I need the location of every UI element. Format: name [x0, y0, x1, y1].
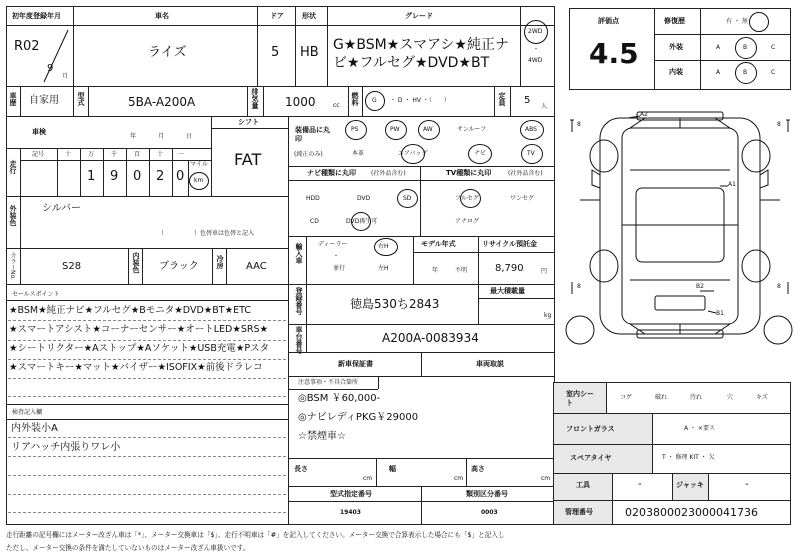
tv-analog: アナログ	[455, 218, 480, 225]
equip-abs: ABS	[525, 126, 537, 133]
fuel-others: ・ D ・ HV ・（ ）	[390, 97, 450, 104]
divider	[553, 500, 791, 501]
import-dealer: ディーラー	[318, 241, 348, 248]
divider	[263, 86, 264, 116]
interior-label: 内装	[669, 68, 683, 76]
interior-a: A	[716, 69, 721, 76]
navi-dvd: DVD	[357, 195, 371, 202]
divider	[378, 376, 379, 389]
divider	[421, 352, 422, 376]
damage-b1: B1	[716, 310, 724, 317]
color-value: シルバー	[42, 203, 82, 214]
recycle-unit: 円	[541, 268, 548, 275]
seat-dirt: 汚れ	[690, 394, 703, 401]
manual-label: 車両取説	[476, 360, 504, 368]
equip-airbag: エアバッグ	[398, 150, 428, 157]
import-right-h: 右H	[378, 243, 389, 250]
ac-value: AAC	[246, 261, 267, 272]
divider	[88, 86, 89, 116]
divider	[421, 486, 422, 525]
equip-leather: 本革	[352, 150, 365, 157]
rule	[8, 456, 286, 457]
plate-label: 登録番号	[295, 287, 303, 315]
divider	[654, 60, 791, 61]
shift-value: FAT	[234, 150, 262, 169]
reg-month: 9	[47, 63, 54, 74]
mileage-kigo: 記号	[32, 151, 45, 158]
recycle-value: 8,790	[495, 263, 524, 274]
ac-label: 冷房	[216, 255, 224, 269]
digit-1: 1	[87, 169, 96, 184]
km-unit: km	[194, 177, 204, 184]
divider	[20, 160, 211, 161]
ruler-front-left: 8	[577, 121, 581, 128]
inspection-month: 月	[158, 133, 165, 140]
color-note: （ ）色替車は色替と記入	[158, 230, 255, 237]
divider	[73, 86, 74, 116]
equip-tv: TV	[527, 150, 535, 157]
digit-head-1: 十	[65, 151, 72, 158]
inspector-line-2: リアハッチ内張りワレ小	[11, 442, 121, 453]
divider	[6, 419, 288, 420]
tools-value: -	[638, 479, 642, 490]
note-line-3: ☆禁煙車☆	[298, 431, 346, 442]
model-label: 型式	[77, 92, 85, 106]
footer-line-2: ただし、メーター交換の条件を満たしていないものはメーター改ざん車扱いです。	[6, 544, 250, 552]
model-year-label: モデル年式	[421, 240, 456, 248]
rule	[8, 378, 286, 379]
capacity-label: 定員	[498, 92, 506, 106]
divider	[478, 298, 555, 299]
divider	[306, 284, 307, 324]
selling-line-1: ★BSM★純正ナビ★フルセグ★Bモニタ★DVD★BT★ETC	[9, 305, 251, 316]
ruler-rear-right: 8	[777, 283, 781, 290]
inspector-line-1: 内外装小A	[11, 423, 58, 434]
tv-type-sub: (社外品含む)	[508, 170, 543, 177]
navi-type-label: ナビ種類に丸印	[307, 169, 356, 177]
reg-era: R02	[14, 39, 40, 54]
divider	[247, 86, 248, 116]
divider	[288, 389, 378, 390]
digit-head-3: 千	[111, 151, 118, 158]
grade-line1: G★BSM★スマアシ★純正ナ	[333, 37, 509, 53]
spare-tire-values: T ・ 修理 KIT ・ 欠	[662, 454, 715, 461]
digit-head-4: 百	[134, 151, 141, 158]
divider	[288, 236, 555, 237]
divider	[6, 248, 288, 249]
divider	[288, 284, 555, 285]
divider	[654, 8, 655, 90]
divider	[700, 8, 701, 90]
usage-label: 車歴	[9, 92, 17, 106]
divider	[6, 300, 288, 301]
damage-a1: A1	[728, 181, 736, 188]
inspector-label: 検査記入欄	[12, 409, 43, 416]
inspection-year: 年	[130, 133, 137, 140]
divider	[288, 451, 289, 525]
car-name-label: 車名	[155, 12, 169, 20]
recycle-label: リサイクル預託金	[482, 240, 538, 248]
capacity-unit: 人	[541, 103, 548, 110]
class-number-label: 類別区分番号	[466, 490, 508, 498]
windshield-values: A ・ ×要ス	[684, 425, 715, 432]
divider	[6, 196, 288, 197]
divider	[288, 166, 555, 167]
repair-history-value: 有 ・ 無	[726, 18, 748, 25]
exterior-label: 外装	[669, 43, 683, 51]
divider	[466, 458, 467, 486]
mgmt-number-label: 管理番号	[565, 508, 593, 516]
width-label: 幅	[389, 465, 396, 473]
divider	[654, 34, 791, 35]
divider	[103, 148, 104, 196]
navi-cd: CD	[310, 218, 319, 225]
shape-label: 形状	[302, 12, 316, 20]
mileage-label: 走行	[9, 160, 17, 174]
divider	[708, 473, 709, 500]
damage-b2: B2	[696, 283, 704, 290]
tools-label: 工具	[576, 481, 590, 489]
divider	[420, 166, 421, 236]
equip-sublabel: (純正のみ)	[294, 151, 323, 158]
divider	[172, 148, 173, 196]
divider	[288, 376, 555, 377]
type-number-value: 19403	[340, 509, 361, 516]
interior-b-circle	[735, 62, 757, 84]
height-unit: cm	[541, 475, 551, 482]
divider	[510, 86, 511, 116]
windshield-label: フロントガラス	[566, 425, 615, 433]
divider	[142, 248, 143, 284]
divider	[128, 248, 129, 284]
warranty-label: 新車保証書	[338, 360, 373, 368]
shape-value: HB	[300, 45, 319, 60]
seat-scratch: キズ	[756, 394, 768, 401]
drive-4wd: 4WD	[528, 57, 543, 64]
divider	[413, 236, 414, 284]
exterior-c: C	[771, 44, 776, 51]
divider	[6, 404, 288, 405]
tv-type-label: TV種類に丸印	[446, 169, 492, 177]
divider	[652, 413, 653, 473]
color-code-label: カラーNo.	[9, 252, 16, 280]
color-label: 外装色	[9, 205, 17, 226]
divider	[149, 148, 150, 196]
navi-sd: SD	[403, 195, 412, 202]
rule	[8, 475, 286, 476]
divider	[20, 196, 21, 284]
divider	[362, 86, 363, 116]
notes-label: 注意事項・不具合箇所	[298, 379, 359, 386]
divider	[226, 248, 227, 284]
divider	[288, 180, 555, 181]
door-label: ドア	[270, 12, 284, 20]
rule	[8, 396, 286, 397]
digit-head-2: 万	[88, 151, 95, 158]
divider	[288, 324, 555, 325]
selling-line-2: ★スマートアシスト★コーナーセンサー★オートLED★SRS★	[9, 324, 269, 335]
score-label: 評価点	[598, 17, 619, 25]
divider	[306, 236, 307, 284]
import-label: 輸入車	[295, 243, 303, 264]
jack-label: ジャッキ	[676, 481, 704, 489]
equip-navi: ナビ	[474, 150, 487, 157]
class-number-value: 0003	[481, 509, 498, 516]
divider	[478, 284, 479, 324]
divider	[6, 148, 211, 149]
digit-2: 9	[110, 169, 119, 184]
rule	[8, 340, 286, 341]
tv-oneseg: ワンセグ	[510, 195, 535, 202]
tv-fullseg: フルセグ	[455, 195, 479, 202]
equip-aw: AW	[423, 126, 433, 133]
selling-line-3: ★シートリクター★Aストップ★Aソケット★USB充電★Pスタ	[9, 343, 270, 354]
equip-sunroof: サンルーフ	[457, 126, 487, 133]
import-left-h: 左H	[378, 265, 389, 272]
equip-ps: PS	[351, 126, 359, 133]
divider	[606, 382, 607, 413]
digit-4: 2	[156, 169, 165, 184]
interior-c: C	[771, 69, 776, 76]
damage-a2: A2	[640, 111, 648, 118]
model-year-unit: 年	[432, 267, 439, 274]
score-value: 4.5	[589, 37, 639, 70]
ruler-front-right: 8	[777, 121, 781, 128]
reg-date-label: 初年度登録年月	[12, 12, 61, 20]
load-label: 最大積載量	[490, 287, 525, 295]
type-number-label: 型式指定番号	[330, 490, 372, 498]
note-line-1: ◎BSM ￥60,000-	[298, 393, 381, 404]
exterior-a: A	[716, 44, 721, 51]
usage-value: 自家用	[29, 95, 59, 106]
grade-line2: ビ★フルセグ★DVD★BT	[333, 55, 490, 71]
import-parallel: 並行	[333, 265, 346, 272]
length-unit: cm	[363, 475, 373, 482]
divider	[6, 284, 288, 285]
inspection-day: 日	[186, 133, 193, 140]
mgmt-number-value: 0203800023000041736	[625, 506, 758, 519]
month-unit: 月	[62, 73, 69, 80]
divider	[306, 324, 307, 352]
capacity-value: 5	[524, 95, 531, 106]
model-year-unknown: 不明	[455, 267, 468, 274]
repair-none-circle	[749, 12, 769, 32]
divider	[57, 148, 58, 196]
seat-burn: コゲ	[620, 394, 633, 401]
divider	[288, 501, 555, 502]
fuel-label: 燃料	[351, 92, 359, 106]
drive-2wd: 2WD	[528, 28, 543, 35]
divider	[413, 252, 555, 253]
load-unit: kg	[544, 312, 552, 319]
interior-b: B	[743, 69, 748, 76]
repair-history-label: 修復歴	[664, 17, 685, 25]
exterior-b: B	[743, 44, 748, 51]
divider	[348, 86, 349, 116]
car-name: ライズ	[148, 45, 187, 60]
divider	[553, 444, 791, 445]
rule	[8, 359, 286, 360]
spare-tire-label: スペアタイヤ	[570, 454, 612, 462]
seat-hole: 穴	[727, 394, 734, 401]
divider	[20, 86, 21, 116]
displacement-label: 排気量	[251, 88, 259, 109]
interior-color-value: ブラック	[159, 261, 199, 272]
selling-line-4: ★スマートキー★マット★バイザー★ISOFIX★前後ドラレコ	[9, 362, 263, 373]
digit-head-5: 十	[157, 151, 164, 158]
equip-pw: PW	[390, 126, 400, 133]
digit-head-6: 一	[178, 151, 185, 158]
interior-color-label: 内装色	[132, 252, 140, 273]
width-unit: cm	[454, 475, 464, 482]
divider	[211, 128, 288, 129]
seat-tear: 破れ	[655, 394, 668, 401]
digit-3: 0	[133, 169, 142, 184]
exterior-b-circle	[735, 37, 757, 59]
ruler-rear-left: 8	[577, 283, 581, 290]
displacement-value: 1000	[285, 95, 316, 109]
footer-line-1: 走行距離の記号欄にはメーター改ざん車は「*」、メーター交換車は「$」、走行不明車は「#」を記入してください。メーター交換で合算表示した場合にも「$」と記入し	[6, 531, 505, 539]
rule	[8, 512, 286, 513]
note-line-2: ◎ナビレディPKG￥29000	[298, 412, 419, 423]
navi-dvd-play: DVD再生可	[346, 218, 378, 225]
plate-value: 徳島530ち2843	[350, 297, 440, 311]
divider	[478, 236, 479, 284]
chassis-value: A200A-0083934	[382, 331, 479, 345]
drive-dot: ・	[533, 46, 540, 53]
digit-5: 0	[176, 169, 185, 184]
chassis-label: 車台番号	[295, 326, 303, 354]
displacement-unit: cc	[333, 102, 340, 109]
inspection-label: 車検	[32, 128, 46, 136]
divider	[553, 413, 791, 414]
divider	[126, 148, 127, 196]
equip-label: 装備品に丸印	[295, 126, 330, 144]
shift-label: シフト	[238, 118, 259, 126]
color-code-value: S28	[62, 261, 82, 272]
mile-unit: マイル	[190, 161, 208, 168]
divider	[494, 86, 495, 116]
divider	[20, 148, 21, 196]
height-label: 高さ	[471, 465, 485, 473]
navi-hdd: HDD	[306, 195, 320, 202]
import-dot: ・	[333, 253, 340, 260]
rule	[8, 320, 286, 321]
doors-value: 5	[271, 45, 280, 60]
divider	[612, 473, 613, 525]
seat-label: 室内シート	[566, 390, 594, 408]
divider	[288, 458, 555, 459]
model-value: 5BA-A200A	[128, 95, 196, 109]
fuel-g: G	[372, 97, 377, 104]
jack-value: -	[745, 479, 749, 490]
divider	[80, 148, 81, 196]
divider	[672, 473, 673, 500]
divider	[376, 458, 377, 486]
rule	[8, 494, 286, 495]
navi-type-sub: (社外品含む)	[371, 170, 406, 177]
rule	[8, 437, 286, 438]
length-label: 長さ	[294, 465, 308, 473]
grade-label: グレード	[405, 12, 433, 20]
divider	[212, 248, 213, 284]
selling-points-label: セールスポイント	[12, 291, 60, 298]
